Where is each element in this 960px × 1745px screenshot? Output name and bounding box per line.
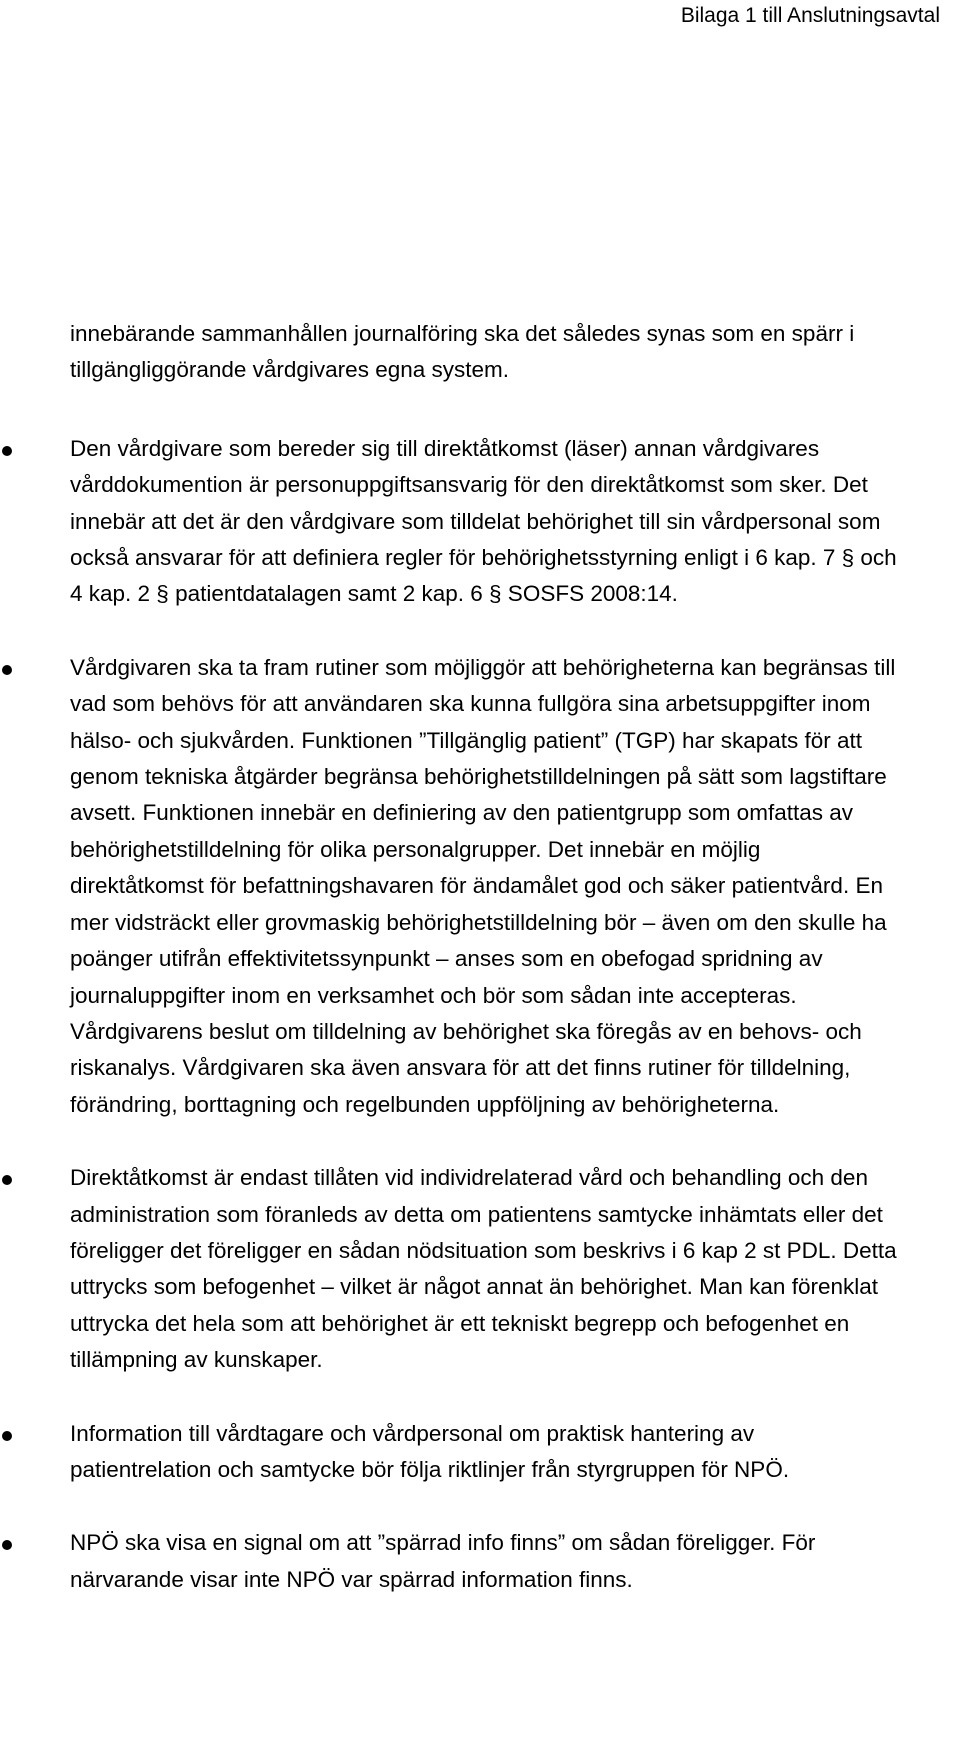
bullet-text: Vårdgivaren ska ta fram rutiner som möjliggör att behörigheterna kan begränsas till vad som behövs för att användaren ska kunna fullgöra sina arbetsuppgifter inom hälso- och sjukvården. Funktionen ”Tillgänglig patient” (TGP) har skapats för att genom tekniska åtgärder begränsa behörighetstilldelningen på sätt som lagstiftare avsett. Funktionen innebär en definiering av den patientgrupp som omfattas av behörighetstilldelning för olika personalgrupper. Det innebär en möjlig direktåtkomst för befattningshavaren för ändamålet god och säker patientvård. En mer vidsträckt eller grovmaskig behörighetstilldelning bör – även om den skulle ha poänger utifrån effektivitetssynpunkt – anses som en obefogad spridning av journaluppgifter inom en verksamhet och bör som sådan inte accepteras. Vårdgivarens beslut om tilldelning av behörighet ska föregås av en behovs- och riskanalys. Vårdgivaren ska även ansvara för att det finns rutiner för tilldelning, förändring, borttagning och regelbunden uppföljning av behörigheterna.: [70, 654, 896, 1117]
page-header-text: Bilaga 1 till Anslutningsavtal: [680, 4, 940, 27]
bullet-item: [0, 431, 900, 613]
intro-paragraph: [0, 316, 900, 389]
intro-paragraph-text: innebärande sammanhållen journalföring ska det således synas som en spärr i tillgängliggörande vårdgivares egna system.: [70, 321, 855, 383]
bullet-text: NPÖ ska visa en signal om att ”spärrad info finns” om sådan föreligger. För närvarande visar inte NPÖ var spärrad information finns.: [70, 1530, 816, 1592]
bullet-icon: [2, 665, 12, 675]
bullet-item: [0, 650, 900, 1123]
bullet-item: [0, 1416, 900, 1489]
bullet-text: Direktåtkomst är endast tillåten vid individrelaterad vård och behandling och den administration som föranleds av detta om patientens samtycke inhämtats eller det föreligger det föreligger en sådan nödsituation som beskrivs i 6 kap 2 st PDL. Detta uttrycks som befogenhet – vilket är något annat än behörighet. Man kan förenklat uttrycka det hela som att behörighet är ett tekniskt begrepp och befogenhet en tillämpning av kunskaper.: [70, 1165, 897, 1373]
bullet-item: [0, 1525, 900, 1598]
bullet-text: Den vårdgivare som bereder sig till direktåtkomst (läser) annan vårdgivares vårddokumention är personuppgiftsansvarig för den direktåtkomst som sker. Det innebär att det är den vårdgivare som tilldelat behörighet till sin vårdpersonal som också ansvarar för att definiera regler för behörighetsstyrning enligt i 6 kap. 7 § och 4 kap. 2 § patientdatalagen samt 2 kap. 6 § SOSFS 2008:14.: [70, 435, 897, 607]
bullet-icon: [2, 1540, 12, 1550]
bullet-icon: [2, 1431, 12, 1441]
bullet-text: Information till vårdtagare och vårdpersonal om praktisk hantering av patientrelation och samtycke bör följa riktlinjer från styrgruppen för NPÖ.: [70, 1420, 790, 1482]
document-body: [0, 316, 960, 1635]
page-header: [0, 2, 960, 30]
bullet-icon: [2, 1175, 12, 1185]
bullet-icon: [2, 446, 12, 456]
bullet-item: [0, 1160, 900, 1378]
